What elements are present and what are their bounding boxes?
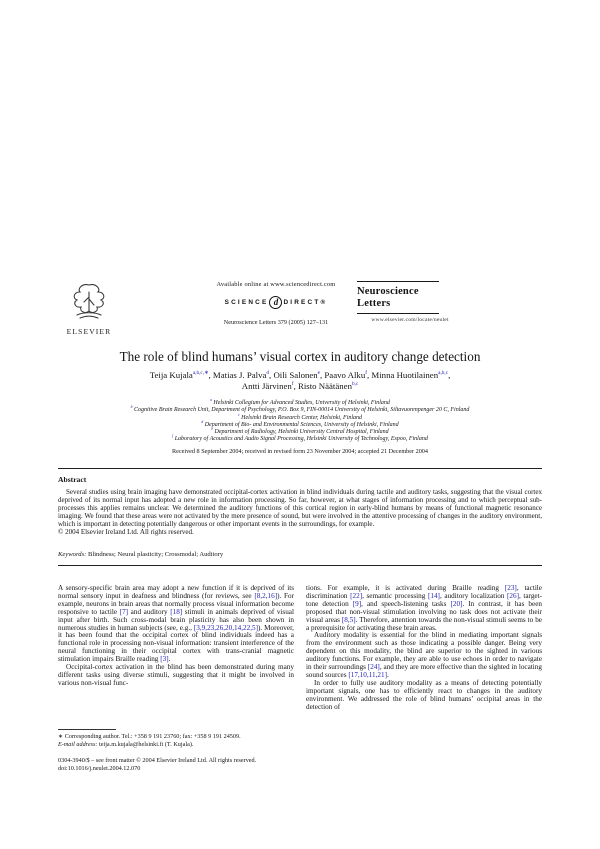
affiliation-superscript: c	[237, 412, 240, 417]
article-header	[58, 281, 542, 339]
body-paragraph: Auditory modality is essential for the blind in mediating important signals from the environment such as those indicating a possible danger. Being very dependent on this modality, the blind are superior to the sighted in various auditory functions. For example, they are able to use echoes in order to navigate in their surroundings [24], and they are more effective than the sighted in locating sound sources [17,10,11,21].	[306, 631, 542, 679]
citation-link[interactable]: [26]	[507, 591, 519, 600]
footnote-contact: ∗ Corresponding author. Tel.: +358 9 191 23760; fax: +358 9 191 24509.	[58, 733, 241, 740]
abstract-heading: Abstract	[58, 475, 87, 484]
copyright-footer	[58, 757, 542, 772]
affiliation-c: $^c$ Helsinki Brain Research Center, Helsinki, Finland	[237, 412, 363, 421]
affiliation-superscript: f	[291, 380, 294, 387]
affiliation-superscript: f	[172, 434, 174, 439]
affiliation-superscript: d	[201, 419, 204, 424]
author-list	[0, 370, 600, 391]
affiliations	[0, 400, 600, 444]
body-column-right	[306, 585, 542, 712]
masthead-bottom-rule	[357, 313, 439, 314]
citation-link[interactable]: [24]	[367, 663, 380, 672]
citation-link[interactable]: [3]	[160, 655, 169, 664]
citation-link[interactable]: [20]	[450, 599, 463, 608]
sciencedirect-science-text: SCIENCE	[224, 299, 269, 306]
affiliation-superscript: e	[211, 427, 213, 432]
citation-link[interactable]: [23]	[504, 584, 517, 592]
citation-link[interactable]: [8,5]	[341, 615, 356, 624]
affiliation-f: $^f$ Laboratory of Acoustics and Audio Signal Processing, Helsinki University of Technology, Espoo, Finland	[172, 434, 428, 443]
affiliation-superscript: b	[130, 405, 133, 410]
doi-link[interactable]: doi:10.1016/j.neulet.2004.12.070	[58, 764, 141, 772]
citation-link[interactable]: [22]	[350, 591, 363, 600]
affiliation-superscript: a,b,c	[438, 370, 449, 377]
abstract-text: Several studies using brain imaging have demonstrated occipital-cortex activation in blind individuals during tactile and auditory tasks, suggesting that the visual cortex deprived of its normal input has adopted a new role in information processing. So far, however, at what stages of information processing and to which perceptual sub-processes this applies remains unclear. We determined the auditory functions of this cortical region in early-blind humans by means of functional magnetic resonance imaging. We found that these areas were not activated by the mere presence of sound, but were involved in the attentive processing of changes in the auditory environment, which is important in detecting potentially dangerous or other important events in the surroundings, for example.	[58, 488, 542, 529]
citation-link[interactable]: [8,2,16]	[254, 591, 278, 600]
body-paragraph: tions. For example, it is activated during Braille reading [23], tactile discrimination [22], semantic processing [14], auditory localization [26], target-tone detection [9], and speech-listening tasks [20]. In contrast, it has been proposed that non-visual stimulation involving no task does not activate their visual areas [8,5]. Therefore, attention towards the non-visual stimuli seems to be a prerequisite for activating these brain areas.	[306, 584, 543, 632]
citation-link[interactable]: [9]	[352, 599, 362, 608]
affiliation-superscript: b,c	[351, 380, 359, 387]
journal-citation-line: Neuroscience Letters 379 (2005) 127–131	[223, 319, 329, 326]
authors-line-1: Teija Kujala$^{a,b,c,∗}$, Matias J. Palva$^d$, Oili Salonen$^e$, Paavo Alku$^f$, Minna Huotilainen$^{a,b,c}$,	[149, 370, 451, 380]
affiliation-superscript: f	[365, 370, 367, 377]
available-online-link[interactable]: Available online at www.sciencedirect.com	[216, 281, 336, 288]
journal-name: Neuroscience Letters	[357, 286, 419, 309]
journal-url-link[interactable]: www.elsevier.com/locate/neulet	[371, 317, 449, 323]
affiliation-a: $^a$ Helsinki Collegium for Advanced Studies, University of Helsinki, Finland	[210, 398, 390, 406]
received-dates: Received 8 September 2004; received in revised form 23 November 2004; accepted 21 December 2004	[171, 448, 428, 455]
elsevier-logo	[58, 282, 120, 336]
citation-link[interactable]: [14]	[427, 591, 440, 600]
affiliation-e: $^e$ Department of Radiology, Helsinki University Central Hospital, Finland	[211, 427, 389, 436]
footnote-divider	[58, 729, 116, 730]
elsevier-wordmark: ELSEVIER	[66, 327, 112, 336]
masthead-top-rule	[357, 281, 439, 282]
journal-masthead	[345, 281, 475, 323]
corresponding-author-footnote	[58, 733, 294, 748]
authors-line-2: Antti Järvinen$^f$, Risto Näätänen$^{b,c}$	[241, 380, 359, 391]
keywords-label: Keywords:	[58, 551, 87, 558]
body-paragraph: In order to fully use auditory modality as a means of detecting potentially important signals, one has to efficiently react to changes in the auditory environment. We addressed the role of blind humans’ occipital areas in the detection of	[306, 678, 542, 711]
citation-link[interactable]: [7]	[119, 607, 129, 616]
affiliation-superscript: a,b,c,∗	[192, 370, 209, 377]
keywords-list: Blindness; Neural plasticity; Crossmodal; Auditory	[87, 551, 224, 558]
affiliation-b: $^b$ Cognitive Brain Research Unit, Department of Psychology, P.O. Box 9, FIN-00014 University of Helsinki, Siltavuorenpenger 20 C, Finland	[130, 405, 470, 414]
citation-link[interactable]: [17,10,11,21]	[348, 670, 387, 679]
footnote-email-line	[58, 741, 294, 749]
affiliation-superscript: d	[266, 370, 270, 377]
sciencedirect-direct-text: DIRECT®	[283, 299, 328, 306]
citation-link[interactable]: [3,9,23,26,20,14,22,5]	[193, 623, 258, 632]
abstract-bottom-divider	[58, 565, 542, 566]
citation-link[interactable]: [18]	[170, 607, 183, 616]
abstract-copyright: © 2004 Elsevier Ireland Ltd. All rights reserved.	[58, 528, 194, 537]
email-label: E-mail address:	[58, 740, 98, 748]
email-address-link[interactable]: teija.m.kujala@helsinki.fi (T. Kujala).	[97, 740, 194, 748]
article-title: The role of blind humans’ visual cortex in auditory change detection	[119, 349, 481, 364]
body-paragraph: Occipital-cortex activation in the blind has been demonstrated during many different tasks using diverse stimuli, suggesting that it might be involved in various non-visual func-	[58, 663, 294, 687]
body-column-left	[58, 585, 294, 688]
elsevier-tree-icon	[67, 282, 111, 322]
keywords-line	[58, 551, 542, 558]
affiliation-superscript: e	[317, 370, 321, 377]
affiliation-superscript: a	[210, 398, 212, 402]
affiliation-d: $^d$ Department of Bio- and Environmental Sciences, University of Helsinki, Finland	[201, 419, 399, 428]
abstract-body	[58, 488, 542, 537]
issn-copyright-line: 0304-3940/$ – see front matter © 2004 Elsevier Ireland Ltd. All rights reserved.	[58, 757, 257, 764]
abstract-top-divider	[58, 468, 542, 469]
sciencedirect-d-icon: d	[269, 296, 282, 309]
body-paragraph: A sensory-specific brain area may adopt a new function if it is deprived of its normal sensory input in deafness and blindness (for reviews, see [8,2,16]). For example, neurons in brain areas that normally process visual information become responsive to tactile [7] and auditory [18] stimuli in animals deprived of visual input after birth. Such cross-modal brain plasticity has also been shown in numerous studies in human subjects (see, e.g., [3,9,23,26,20,14,22,5]). Moreover, it has been found that the occipital cortex of blind individuals indeed has a functional role in processing non-visual information: transient interference of the neural functioning in their occipital cortex with trans-cranial magnetic stimulation impairs Braille reading [3].	[58, 584, 294, 664]
